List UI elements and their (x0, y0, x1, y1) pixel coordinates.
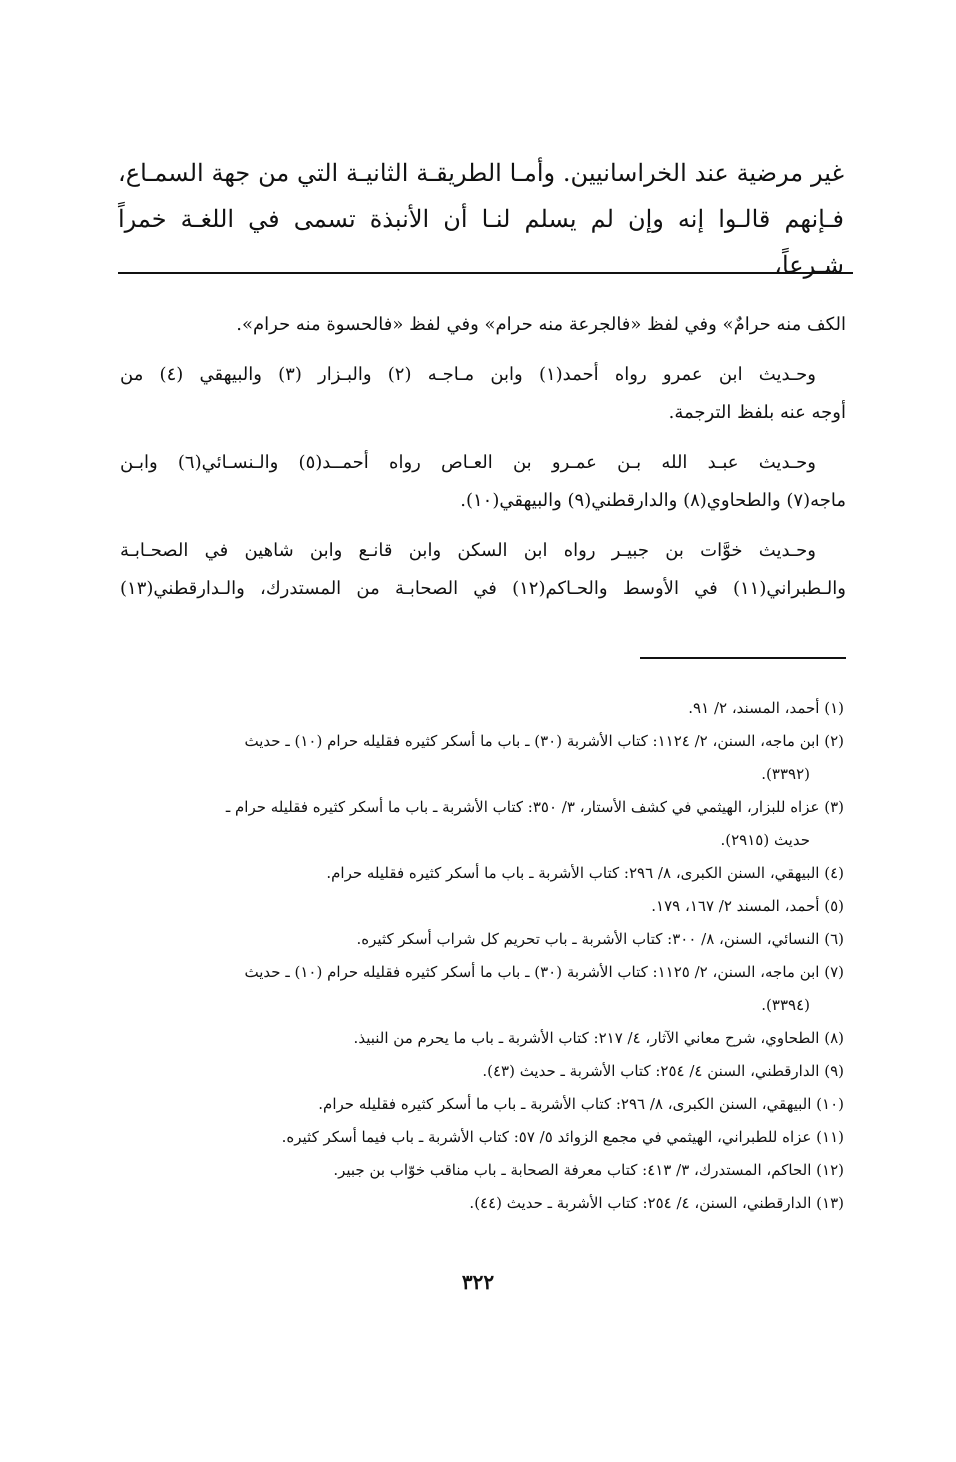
page-number: ٣٢٢ (461, 1270, 495, 1294)
main-text-line: غير مرضية عند الخراسانيين. وأمـا الطريقـة الثانيـة التي من جهة السمـاع، (118, 159, 844, 187)
paragraph-line: أوجه عنه بلفظ الترجمة. (668, 402, 846, 423)
footnote-continuation: (٣٣٩٤). (761, 996, 810, 1014)
paragraph-line: وحـديث عبـد الله بـن عمـرو بن العـاص رواه أحمــد(٥) والـنسـائي(٦) وابـن (120, 452, 816, 473)
footnote: (١٢) الحاكم، المستدرك، ٣/ ٤١٣: كتاب معرفة الصحابة ـ باب مناقب خوّاب بن جبير. (333, 1161, 844, 1179)
footnote: (١٣) الدارقطني، السنن، ٤/ ٢٥٤: كتاب الأشربة ـ حديث (٤٤). (469, 1194, 844, 1212)
paragraph: الكف منه حرامٌ» وفي لفظ «فالجرعة منه حرام» وفي لفظ «فالحسوة منه حرام». (236, 314, 846, 335)
footnote: (٤) البيهقي، السنن الكبرى، ٨/ ٢٩٦: كتاب الأشربة ـ باب ما أسكر كثيره فقليله حرام. (326, 864, 844, 882)
paragraph-line: وحـديث خوَّات بن جبيـر رواه ابن السكن وابن قانـع وابن شاهين في الصحـابـة (120, 540, 816, 561)
footnote-continuation: حديث (٢٩١٥). (720, 831, 810, 849)
footnote: (٩) الدارقطني، السنن ٤/ ٢٥٤: كتاب الأشربة ـ حديث (٤٣). (482, 1062, 844, 1080)
footnote-separator (640, 657, 846, 659)
separator-rule (118, 272, 853, 274)
main-text-block (118, 150, 844, 288)
footnote: (٥) أحمد، المسند ٢/ ١٦٧، ١٧٩. (651, 897, 844, 915)
paragraph-line: ماجه(٧) والطحاوي(٨) والدارقطني(٩) والبيهقي(١٠). (460, 490, 846, 511)
footnote: (١١) عزاه للطبراني، الهيثمي في مجمع الزوائد ٥/ ٥٧: كتاب الأشربة ـ باب فيما أسكر كثيره. (281, 1128, 844, 1146)
footnote: (١) أحمد، المسند، ٢/ ٩١. (688, 699, 844, 717)
main-text-line: فـإنهم قالـوا إنه وإن لم يسلم لنـا أن الأنبذة تسمى في اللغـة خمراً شـرعاً، (118, 205, 844, 279)
footnote: (٦) النسائي، السنن، ٨/ ٣٠٠: كتاب الأشربة ـ باب تحريم كل شراب أسكر كثيره. (356, 930, 844, 948)
paragraph-line: والـطبراني(١١) في الأوسط والحـاكم(١٢) في الصحابـة من المستدرك، والـدارقطني(١٣) (120, 578, 846, 599)
paragraph (120, 532, 846, 608)
paragraph (120, 444, 846, 520)
paragraph-line: وحـديث ابن عمرو رواه أحمد(١) وابن مـاجـه (٢) والبـزار (٣) والبيهقي (٤) من (120, 364, 817, 385)
continuation-block (120, 306, 846, 608)
paragraph (120, 356, 846, 432)
footnote: (٧) ابن ماجه، السنن، ٢/ ١١٢٥: كتاب الأشربة (٣٠) ـ باب ما أسكر كثيره فقليله حرام (١٠) ـ حديث (244, 963, 844, 981)
footnotes-block (118, 692, 844, 1220)
footnote: (٣) عزاه للبزار، الهيثمي في كشف الأستار، ٣/ ٣٥٠: كتاب الأشربة ـ باب ما أسكر كثيره فقليله حرام ـ (225, 798, 844, 816)
footnote: (٢) ابن ماجه، السنن، ٢/ ١١٢٤: كتاب الأشربة (٣٠) ـ باب ما أسكر كثيره فقليله حرام (١٠) ـ حديث (244, 732, 844, 750)
footnote: (١٠) البيهقي، السنن الكبرى، ٨/ ٢٩٦: كتاب الأشربة ـ باب ما أسكر كثيره فقليله حرام. (318, 1095, 844, 1113)
footnote-continuation: (٣٣٩٢). (761, 765, 810, 783)
footnote: (٨) الطحاوي، شرح معاني الآثار، ٤/ ٢١٧: كتاب الأشربة ـ باب ما يحرم من النبيذ. (353, 1029, 844, 1047)
